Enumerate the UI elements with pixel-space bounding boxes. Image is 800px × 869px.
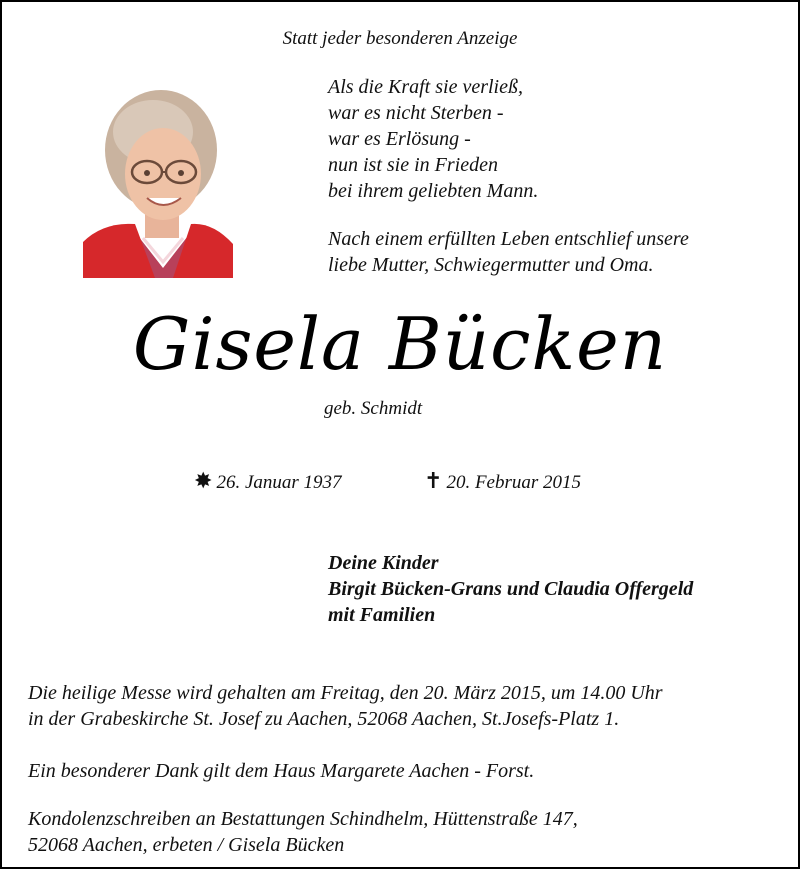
poem-line: war es Erlösung - bbox=[328, 128, 471, 150]
family-line: mit Familien bbox=[328, 604, 436, 626]
intro-line: Nach einem erfüllten Leben entschlief unsere bbox=[328, 228, 689, 250]
mass-line: in der Grabeskirche St. Josef zu Aachen, 52068 Aachen, St.Josefs-Platz 1. bbox=[28, 708, 620, 730]
intro-line: liebe Mutter, Schwiegermutter und Oma. bbox=[328, 254, 654, 276]
family-signature bbox=[328, 550, 693, 628]
deceased-name: Gisela Bücken bbox=[132, 302, 668, 386]
condolence-info bbox=[28, 806, 578, 858]
star-icon: ✸ bbox=[194, 468, 213, 493]
condolence-line: 52068 Aachen, erbeten / Gisela Bücken bbox=[28, 834, 345, 856]
poem-line: war es nicht Sterben - bbox=[328, 102, 504, 124]
condolence-line: Kondolenzschreiben an Bestattungen Schindhelm, Hüttenstraße 147, bbox=[28, 808, 578, 830]
poem bbox=[328, 74, 538, 204]
cross-icon: ✝ bbox=[424, 468, 443, 493]
poem-line: bei ihrem geliebten Mann. bbox=[328, 180, 539, 202]
poem-line: nun ist sie in Frieden bbox=[328, 154, 498, 176]
birth-date: 26. Januar 1937 bbox=[216, 472, 342, 493]
poem-line: Als die Kraft sie verließ, bbox=[328, 76, 523, 98]
mass-info bbox=[28, 680, 663, 732]
family-line: Deine Kinder bbox=[328, 552, 439, 574]
birth-date-line bbox=[194, 468, 342, 494]
thanks-text: Ein besonderer Dank gilt dem Haus Margarete Aachen - Forst. bbox=[28, 760, 535, 782]
birth-name: geb. Schmidt bbox=[324, 398, 423, 419]
death-date-line bbox=[424, 468, 581, 494]
header-line: Statt jeder besonderen Anzeige bbox=[282, 28, 518, 49]
death-date: 20. Februar 2015 bbox=[446, 472, 582, 493]
family-line: Birgit Bücken-Grans und Claudia Offergeld bbox=[328, 578, 694, 600]
mass-line: Die heilige Messe wird gehalten am Freitag, den 20. März 2015, um 14.00 Uhr bbox=[28, 682, 663, 704]
portrait-illustration bbox=[83, 82, 233, 278]
intro-text bbox=[328, 226, 689, 278]
portrait-photo bbox=[83, 82, 233, 278]
